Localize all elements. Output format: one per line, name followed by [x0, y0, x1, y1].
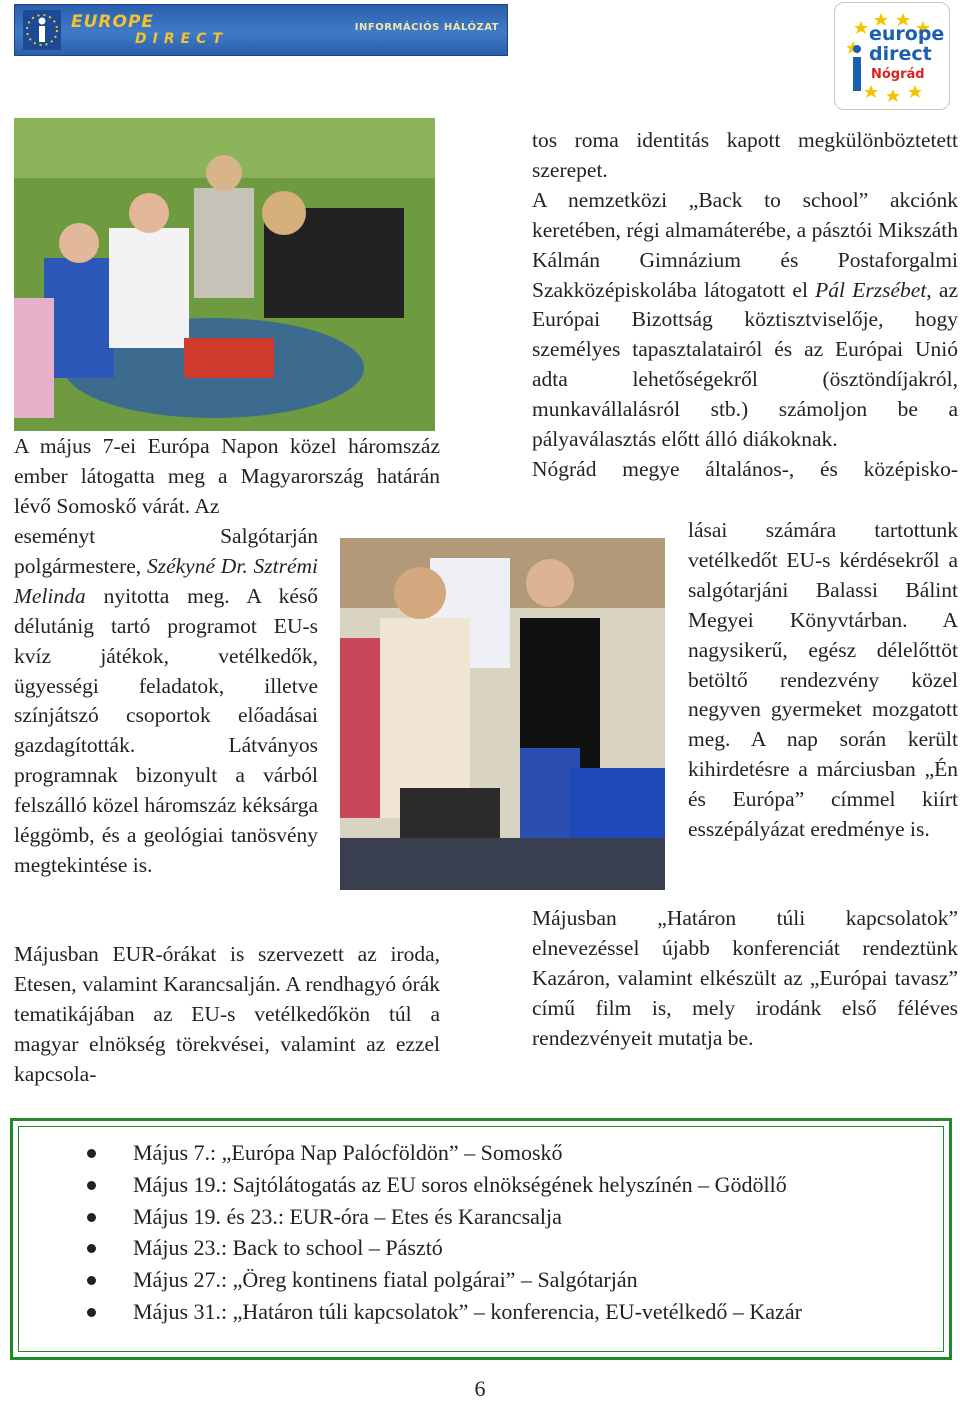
article-left-narrow: [14, 522, 318, 881]
event-item: [87, 1296, 802, 1328]
article-right-top: [532, 126, 958, 485]
logo-europe: europe: [869, 23, 945, 45]
right-top-paragraph-2: [532, 186, 958, 455]
article-right-bottom: [532, 904, 958, 1054]
event-item: [87, 1201, 802, 1233]
europe-direct-nograd-logo: [834, 2, 950, 110]
logo-direct: direct: [869, 43, 932, 65]
bullet-icon: [87, 1149, 96, 1158]
event-item: [87, 1137, 802, 1169]
right-text-b: , az Európai Bizottság köztisztviselője, hogy személyes tapasztalatairól és az Európai Unió adta lehetőségekről (ösztöndíjakról, munkavállalásról stb.) számoljon be a pályaválasztás előtt álló diákoknak.: [532, 277, 958, 452]
right-bottom-paragraph: Májusban „Határon túli kapcsolatok” elnevezéssel újabb konferenciát rendeztünk Kazáron, valamint elkészült az „Európai tavasz” című film is, mely irodánk első féléves rendezvényeit mutatja be.: [532, 906, 958, 1050]
article-right-narrow: [688, 516, 958, 845]
bullet-icon: [87, 1181, 96, 1190]
left-narrow-text-b: nyitotta meg. A késő délutánig tartó programot EU-s kvíz játékok, vetélkedők, ügyességi feladatok, illetve színjátszó csoportok előadásai gazdagították. Látványos programnak bizonyult a várból felszálló közel háromszáz kéksárga léggömb, és a geológiai tanösvény megtekintése is.: [14, 583, 318, 877]
mayor-name: Székyné Dr. Sztrémi Melinda: [14, 553, 318, 608]
article-left-bottom: [14, 940, 440, 1090]
events-list: [87, 1137, 802, 1328]
bullet-icon: [87, 1244, 96, 1253]
right-top-paragraph-1: tos roma identitás kapott megkülönböztetett szerepet.: [532, 128, 958, 182]
europe-direct-i-icon: [23, 10, 61, 50]
article-left-intro: [14, 432, 440, 522]
event-text: Május 27.: „Öreg kontinens fiatal polgárai” – Salgótarján: [133, 1267, 638, 1293]
bullet-icon: [87, 1308, 96, 1317]
events-box: [10, 1118, 952, 1360]
event-item: [87, 1232, 802, 1264]
left-bottom-paragraph: Májusban EUR-órákat is szervezett az iroda, Etesen, valamint Karancsalján. A rendhagyó órák tematikájában az EU-s vetélkedőkön túl a magyar elnökség törekvései, valamint az ezzel kapcsola-: [14, 942, 440, 1086]
event-item: [87, 1169, 802, 1201]
banner-title-2: DIRECT: [135, 31, 228, 47]
logo-nograd: Nógrád: [871, 67, 925, 82]
right-narrow-paragraph: lásai számára tartottunk vetélkedőt EU-s kérdésekről a salgótarjáni Balassi Bálint Megyei Könyvtárban. A nagysikerű, egész délelőttöt betöltő rendezvény közel negyven gyermeket mozgatott meg. A nap során került kihirdetésre a márciusban „Én és Európa” címmel kiírt esszépályázat eredménye is.: [688, 518, 958, 842]
banner-subtitle: INFORMÁCIÓS HÁLÓZAT: [354, 22, 499, 33]
left-intro-paragraph: A május 7-ei Európa Napon közel háromszáz ember látogatta meg a Magyarország határán lévő Somoskő várát. Az: [14, 434, 440, 518]
event-text: Május 7.: „Európa Nap Palócföldön” – Somoskő: [133, 1140, 563, 1165]
bullet-icon: [87, 1276, 96, 1285]
europe-day-photo: [14, 118, 435, 431]
europe-direct-banner: [14, 4, 508, 56]
left-narrow-paragraph: [14, 522, 318, 881]
event-text: Május 31.: „Határon túli kapcsolatok” – konferencia, EU-vetélkedő – Kazár: [133, 1298, 802, 1324]
official-name: Pál Erzsébet: [815, 277, 927, 302]
event-text: Május 23.: Back to school – Pásztó: [133, 1235, 443, 1261]
event-text: Május 19. és 23.: EUR-óra – Etes és Karancsalja: [133, 1203, 562, 1229]
right-top-paragraph-3: Nógrád megye általános-, és középisko-: [532, 456, 958, 481]
banner-title: EUROPE: [71, 12, 155, 32]
page-number: 6: [474, 1376, 486, 1401]
event-text: Május 19.: Sajtólátogatás az EU soros elnökségének helyszínén – Gödöllő: [133, 1171, 787, 1197]
left-narrow-text-a: eseményt Salgótarján polgármestere,: [14, 524, 318, 578]
handshake-photo: [340, 538, 665, 890]
event-item: [87, 1264, 802, 1296]
right-text-a: A nemzetközi „Back to school” akciónk keretében, régi almamáterébe, a pásztói Mikszáth Kálmán Gimnázium és Postaforgalmi Szakközépiskolába látogatott el: [532, 187, 958, 302]
bullet-icon: [87, 1213, 96, 1222]
